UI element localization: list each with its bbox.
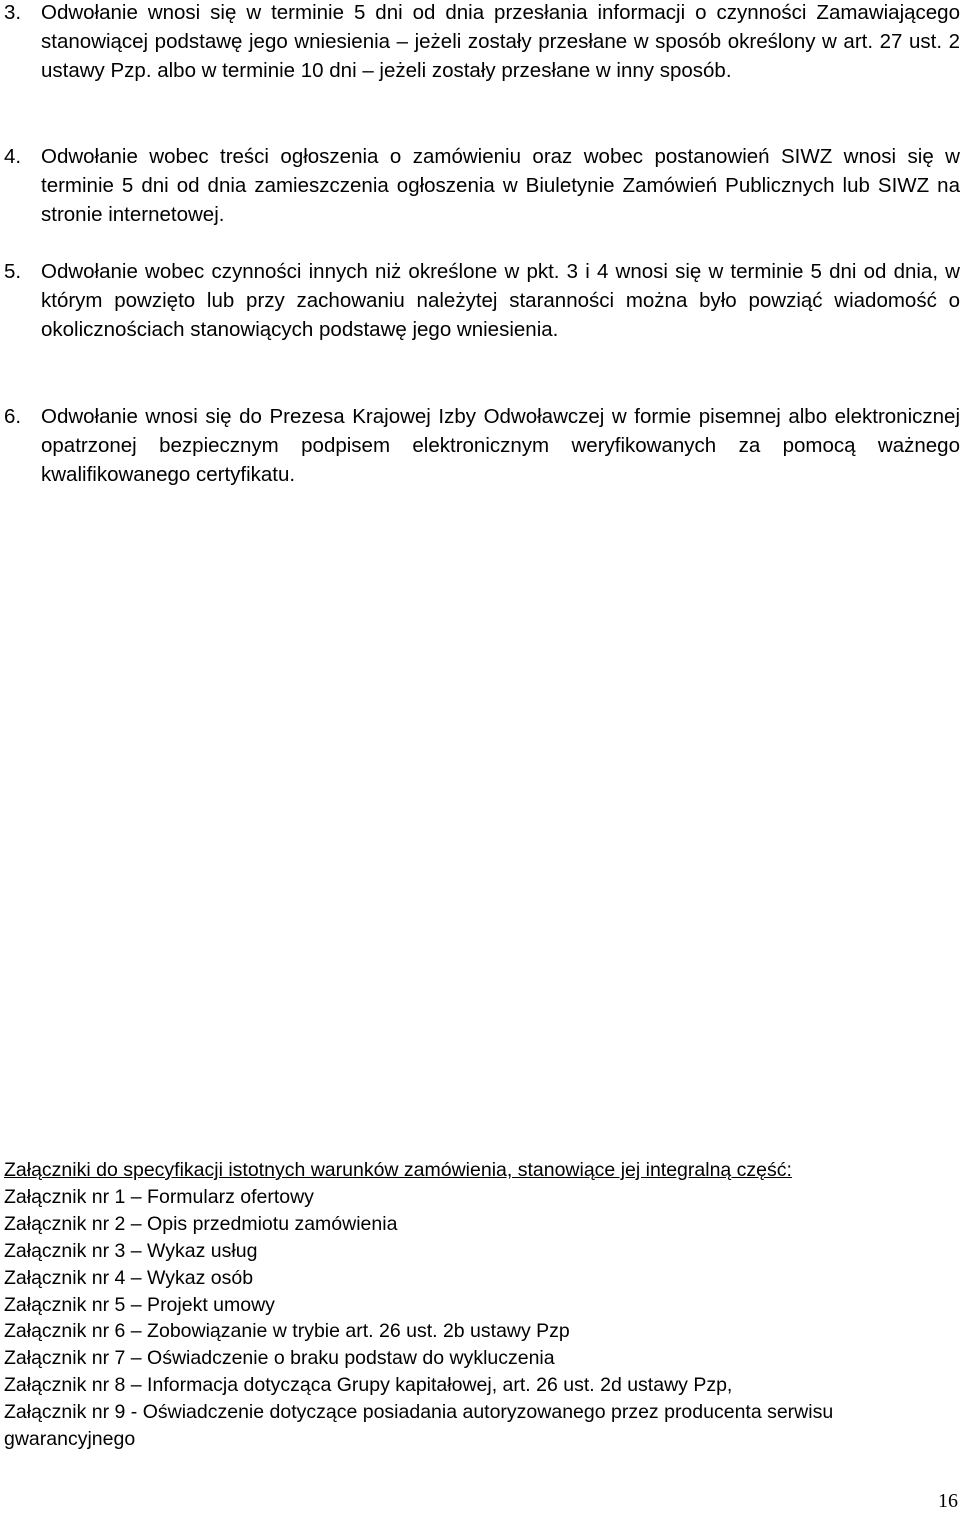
paragraph-item-3: [4, 0, 960, 85]
attachment-item: Załącznik nr 7 – Oświadczenie o braku podstaw do wykluczenia: [4, 1347, 555, 1370]
item-number: 4.: [4, 145, 22, 168]
page-number: 16: [938, 1490, 958, 1512]
attachment-item: Załącznik nr 1 – Formularz ofertowy: [4, 1185, 314, 1208]
attachment-item: Załącznik nr 8 – Informacja dotycząca Grupy kapitałowej, art. 26 ust. 2d ustawy Pzp,: [4, 1374, 733, 1397]
attachments-heading: Załączniki do specyfikacji istotnych warunków zamówienia, stanowiące jej integralną część:: [4, 1159, 792, 1181]
paragraph-item-6: [4, 402, 960, 489]
attachment-item: Załącznik nr 2 – Opis przedmiotu zamówienia: [4, 1212, 398, 1235]
item-number: 5.: [4, 260, 22, 283]
attachments-list: [4, 1157, 954, 1453]
item-text: Odwołanie wobec czynności innych niż określone w pkt. 3 i 4 wnosi się w terminie 5 dni od dnia, w którym powzięto lub przy zachowaniu należytej staranności można było powziąć wiadomość o okolicznościach stanowiących podstawę jego wniesienia.: [41, 260, 960, 341]
attachment-item: Załącznik nr 9 - Oświadczenie dotyczące posiadania autoryzowanego przez producenta serwisu gwarancyjnego: [4, 1401, 834, 1451]
item-number: 6.: [4, 405, 22, 428]
attachment-item: Załącznik nr 5 – Projekt umowy: [4, 1293, 275, 1316]
attachment-item: Załącznik nr 4 – Wykaz osób: [4, 1266, 254, 1289]
paragraph-item-5: [4, 257, 960, 344]
item-number: 3.: [4, 1, 22, 24]
item-text: Odwołanie wnosi się w terminie 5 dni od dnia przesłania informacji o czynności Zamawiającego stanowiącej podstawę jego wniesienia – jeżeli zostały przesłane w sposób określony w art. 27 ust. 2 ustawy Pzp. albo w terminie 10 dni – jeżeli zostały przesłane w inny sposób.: [41, 1, 960, 82]
attachment-item: Załącznik nr 6 – Zobowiązanie w trybie art. 26 ust. 2b ustawy Pzp: [4, 1320, 570, 1343]
paragraph-item-4: [4, 142, 960, 229]
item-text: Odwołanie wnosi się do Prezesa Krajowej Izby Odwoławczej w formie pisemnej albo elektronicznej opatrzonej bezpiecznym podpisem elektronicznym weryfikowanych za pomocą ważnego kwalifikowanego certyfikatu.: [41, 405, 960, 486]
attachment-item: Załącznik nr 3 – Wykaz usług: [4, 1239, 258, 1262]
item-text: Odwołanie wobec treści ogłoszenia o zamówieniu oraz wobec postanowień SIWZ wnosi się w terminie 5 dni od dnia zamieszczenia ogłoszenia w Biuletynie Zamówień Publicznych lub SIWZ na stronie internetowej.: [41, 145, 960, 226]
